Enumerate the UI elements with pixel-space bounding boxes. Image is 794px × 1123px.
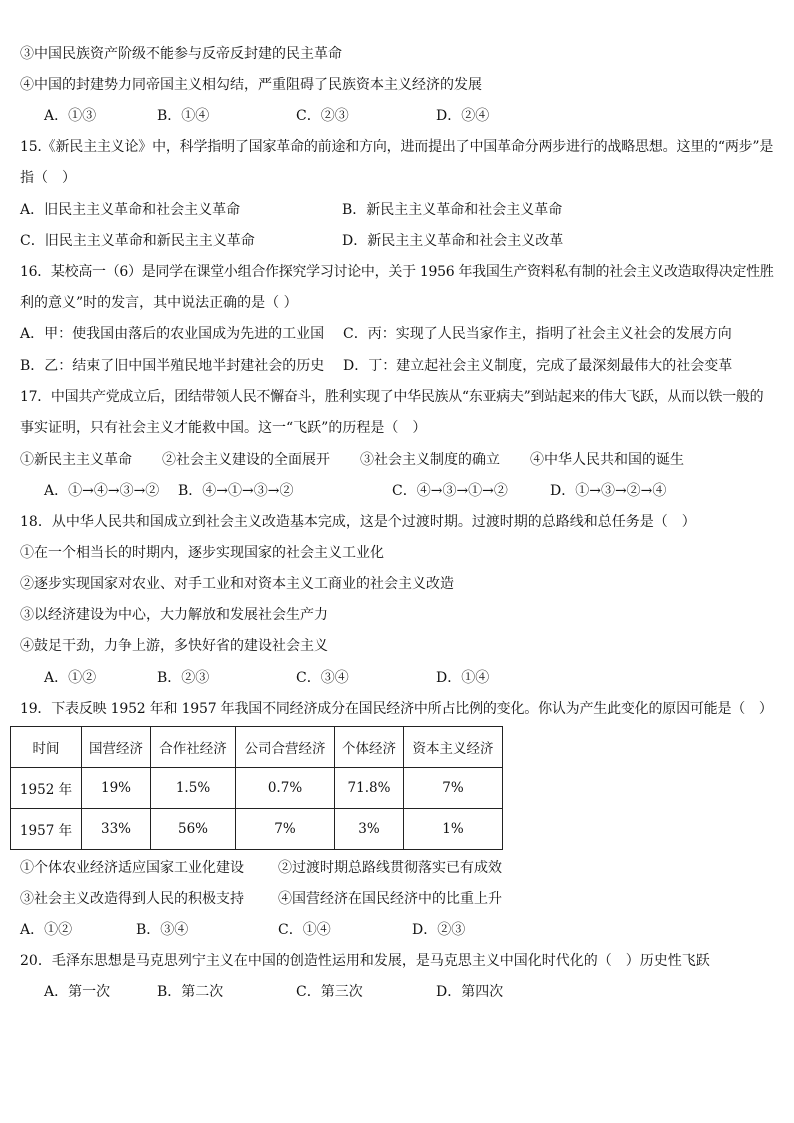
table-cell: 71.8% [335, 768, 404, 809]
q17-option-d: D．①→③→②→④ [550, 483, 667, 499]
q20-option-b: B．第二次 [157, 984, 224, 1000]
q17-stem: 17．中国共产党成立后，团结带领人民不懈奋斗，胜利实现了中华民族从“东亚病夫”到站起来的伟大飞跃，从而以铁一般的 [20, 389, 764, 405]
table-cell: 3% [335, 809, 404, 850]
q19-stem: 19．下表反映 1952 年和 1957 年我国不同经济成分在国民经济中所占比例的变化。你认为产生此变化的原因可能是（ ） [20, 701, 773, 717]
table-row [11, 768, 503, 809]
table-cell: 1.5% [151, 768, 236, 809]
q16-stem: 16．某校高一（6）是同学在课堂小组合作探究学习讨论中，关于 1956 年我国生产资料私有制的社会主义改造取得决定性胜 [20, 264, 774, 280]
q15-option-c: C．旧民主主义革命和新民主主义革命 [20, 233, 255, 249]
table-cell: 7% [236, 809, 335, 850]
q17-stem-cont: 事实证明，只有社会主义才能救中国。这一“飞跃”的历程是（ ） [20, 420, 427, 436]
q17-option-b: B．④→①→③→② [178, 483, 294, 499]
q18-option-d: D．①④ [436, 670, 490, 686]
q16-stem-cont: 利的意义”时的发言，其中说法正确的是（ ） [20, 295, 298, 311]
table-cell: 1957 年 [11, 809, 82, 850]
q17-item-2: ②社会主义建设的全面展开 [162, 452, 330, 468]
table-cell: 56% [151, 809, 236, 850]
q19-option-c: C．①④ [278, 922, 331, 938]
table-header-cell: 公司合营经济 [236, 727, 335, 768]
q14-item-3: ③中国民族资产阶级不能参与反帝反封建的民主革命 [20, 46, 342, 62]
economy-table [10, 726, 503, 850]
table-header-cell: 国营经济 [82, 727, 151, 768]
q14-option-b: B．①④ [157, 108, 210, 124]
q15-option-d: D．新民主主义革命和社会主义改革 [342, 233, 564, 249]
q14-item-4: ④中国的封建势力同帝国主义相勾结，严重阻碍了民族资本主义经济的发展 [20, 77, 482, 93]
q19-item-3: ③社会主义改造得到人民的积极支持 [20, 891, 244, 907]
q16-option-a: A．甲：使我国由落后的农业国成为先进的工业国 [20, 326, 325, 342]
q20-option-a: A．第一次 [44, 984, 111, 1000]
q19-item-2: ②过渡时期总路线贯彻落实已有成效 [278, 860, 502, 876]
q17-item-3: ③社会主义制度的确立 [360, 452, 500, 468]
table-cell: 19% [82, 768, 151, 809]
table-header-row [11, 727, 503, 768]
q14-option-c: C．②③ [296, 108, 349, 124]
q17-option-c: C．④→③→①→② [392, 483, 508, 499]
table-header-cell: 个体经济 [335, 727, 404, 768]
q17-item-1: ①新民主主义革命 [20, 452, 132, 468]
table-cell: 7% [404, 768, 503, 809]
q20-option-d: D．第四次 [436, 984, 504, 1000]
q15-stem: 15.《新民主主义论》中，科学指明了国家革命的前途和方向，进而提出了中国革命分两步进行的战略思想。这里的“两步”是 [20, 139, 774, 155]
q18-option-b: B．②③ [157, 670, 210, 686]
q19-item-4: ④国营经济在国民经济中的比重上升 [278, 891, 502, 907]
table-row [11, 809, 503, 850]
q19-item-1: ①个体农业经济适应国家工业化建设 [20, 860, 244, 876]
table-cell: 0.7% [236, 768, 335, 809]
q14-option-d: D．②④ [436, 108, 490, 124]
table-header-cell: 时间 [11, 727, 82, 768]
q18-item-1: ①在一个相当长的时期内，逐步实现国家的社会主义工业化 [20, 545, 384, 561]
q16-option-b: B．乙：结束了旧中国半殖民地半封建社会的历史 [20, 358, 325, 374]
q18-item-4: ④鼓足干劲，力争上游，多快好省的建设社会主义 [20, 638, 328, 654]
table-cell: 33% [82, 809, 151, 850]
q18-item-3: ③以经济建设为中心，大力解放和发展社会生产力 [20, 607, 328, 623]
table-header-cell: 合作社经济 [151, 727, 236, 768]
table-cell: 1% [404, 809, 503, 850]
q18-item-2: ②逐步实现国家对农业、对手工业和对资本主义工商业的社会主义改造 [20, 576, 454, 592]
q15-option-a: A．旧民主主义革命和社会主义革命 [20, 202, 241, 218]
q16-option-d: D．丁：建立起社会主义制度，完成了最深刻最伟大的社会变革 [343, 358, 733, 374]
q18-option-a: A．①② [44, 670, 97, 686]
q20-stem: 20．毛泽东思想是马克思列宁主义在中国的创造性运用和发展，是马克思主义中国化时代化的（ ）历史性飞跃 [20, 953, 710, 969]
q15-stem-cont: 指（ ） [20, 170, 76, 186]
q17-item-4: ④中华人民共和国的诞生 [530, 452, 684, 468]
q14-option-a: A．①③ [44, 108, 97, 124]
q18-option-c: C．③④ [296, 670, 349, 686]
q18-stem: 18．从中华人民共和国成立到社会主义改造基本完成，这是个过渡时期。过渡时期的总路线和总任务是（ ） [20, 514, 696, 530]
q19-option-a: A．①② [20, 922, 73, 938]
q17-option-a: A．①→④→③→② [44, 483, 160, 499]
q19-option-d: D．②③ [412, 922, 466, 938]
q20-option-c: C．第三次 [296, 984, 363, 1000]
q19-option-b: B．③④ [136, 922, 189, 938]
q15-option-b: B．新民主主义革命和社会主义革命 [342, 202, 563, 218]
table-cell: 1952 年 [11, 768, 82, 809]
table-header-cell: 资本主义经济 [404, 727, 503, 768]
q16-option-c: C．丙：实现了人民当家作主，指明了社会主义社会的发展方向 [343, 326, 732, 342]
